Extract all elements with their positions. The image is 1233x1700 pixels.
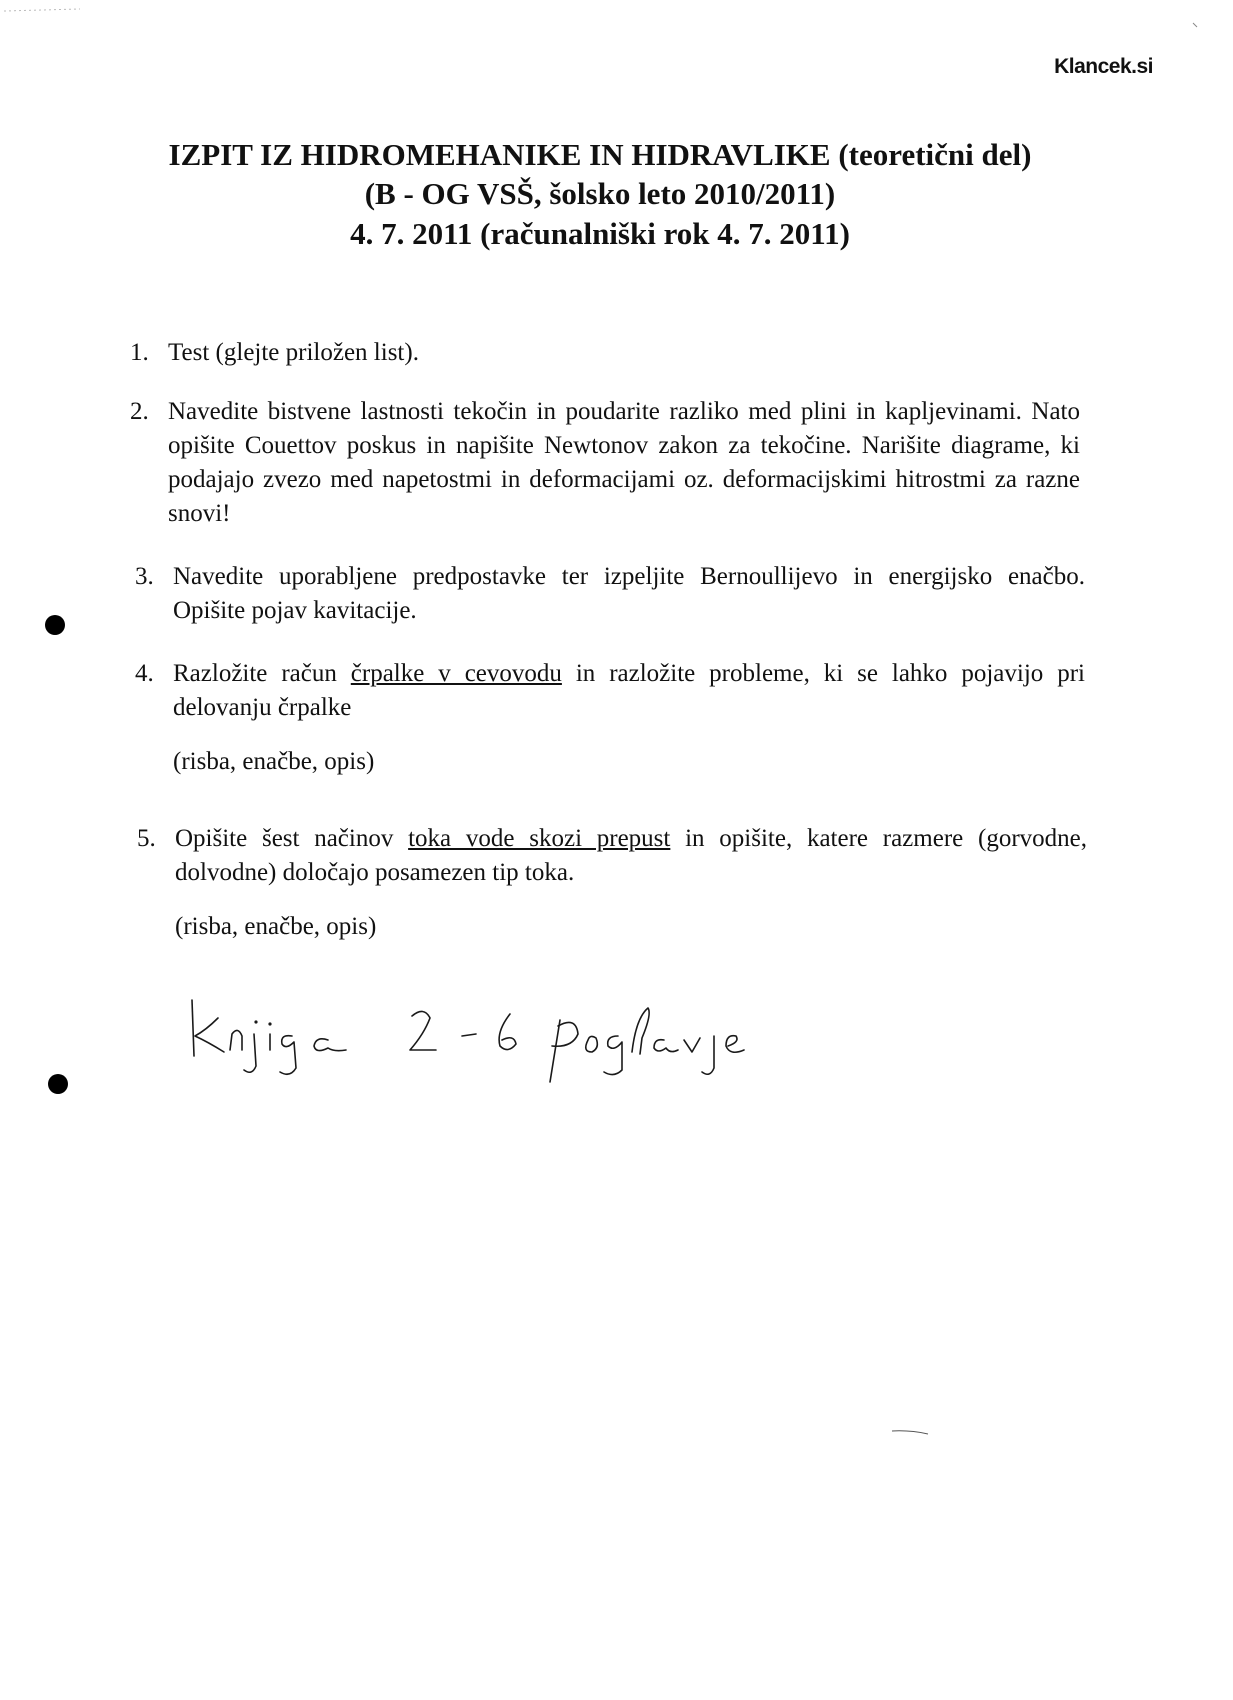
stray-pen-mark <box>890 1428 930 1436</box>
scan-artifact <box>0 5 90 15</box>
question-note: (risba, enačbe, opis) <box>173 748 375 775</box>
underlined-phrase: toka vode skozi prepust <box>408 825 671 852</box>
question-number: 5. <box>137 825 156 852</box>
handwritten-note <box>180 978 800 1088</box>
question-text <box>175 822 1087 890</box>
scan-artifact <box>1190 20 1200 30</box>
punch-hole-dot <box>45 615 65 635</box>
exam-subtitle: (B - OG VSŠ, šolsko leto 2010/2011) <box>364 176 836 211</box>
handwriting-drawing <box>180 978 800 1088</box>
question-text <box>173 657 1085 725</box>
question-number: 3. <box>135 563 154 590</box>
question-5 <box>137 822 1087 944</box>
question-text: Navedite bistvene lastnosti tekočin in poudarite razliko med plini in kapljevinami. Nato opišite Couettov poskus in napišite Newtonov zakon za tekočine. Narišite diagrame, ki podajajo zvezo med napetostmi in deformacijami oz. deformacijskimi hitrostmi za razne snovi! <box>168 398 1080 527</box>
question-text: Navedite uporabljene predpostavke ter izpeljite Bernoullijevo in energijsko enačbo. Opišite pojav kavitacije. <box>173 563 1085 624</box>
site-watermark: Klancek.si <box>1054 55 1153 78</box>
question-3 <box>135 560 1085 628</box>
question-number: 1. <box>130 339 149 366</box>
question-1 <box>130 336 1080 370</box>
exam-date: 4. 7. 2011 (računalniški rok 4. 7. 2011) <box>350 216 850 251</box>
question-2 <box>130 395 1080 531</box>
question-number: 2. <box>130 398 149 425</box>
underlined-phrase: črpalke v cevovodu <box>350 660 562 687</box>
question-text: Test (glejte priložen list). <box>168 339 419 366</box>
question-note: (risba, enačbe, opis) <box>175 913 377 940</box>
question-text-part: in opišite, katere razmere (gorvodne, dolvodne) določajo posamezen tip toka. <box>175 825 1087 886</box>
punch-hole-dot <box>48 1074 68 1094</box>
exam-title: IZPIT IZ HIDROMEHANIKE IN HIDRAVLIKE (teoretični del) <box>168 137 1032 172</box>
question-text-part: Opišite šest načinov <box>175 825 409 852</box>
question-text-part: Razložite račun <box>173 660 351 687</box>
question-text-part: in razložite probleme, ki se lahko pojavijo pri delovanju črpalke <box>173 660 1085 721</box>
question-4 <box>135 657 1085 779</box>
question-number: 4. <box>135 660 154 687</box>
